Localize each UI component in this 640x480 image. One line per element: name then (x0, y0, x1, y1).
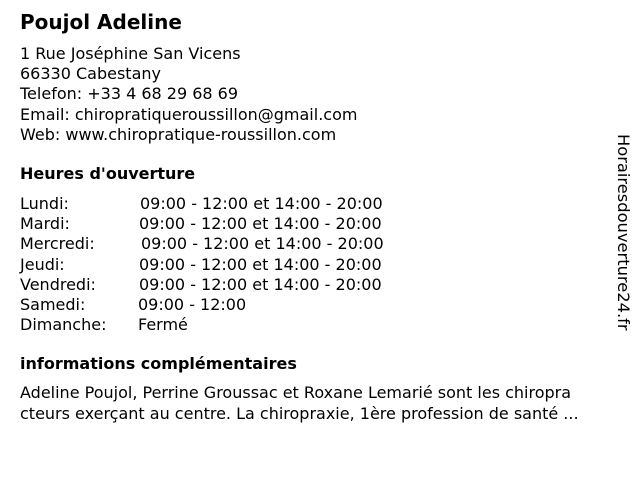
additional-info-heading: informations complémentaires (20, 354, 297, 373)
time-value: Fermé (138, 315, 188, 335)
day-label: Dimanche: (20, 315, 107, 335)
business-name: Poujol Adeline (20, 10, 182, 34)
address-city: 66330 Cabestany (20, 64, 161, 84)
address-street: 1 Rue Joséphine San Vicens (20, 44, 241, 63)
info-line: cteurs exerçant au centre. La chiropraxie, 1ère profession de santé ... (20, 403, 579, 423)
website-url: Web: www.chiropratique-roussillon.com (20, 124, 337, 144)
time-value: 09:00 - 12:00 et 14:00 - 20:00 (139, 274, 382, 294)
time-value: 09:00 - 12:00 et 14:00 - 20:00 (140, 194, 383, 213)
day-label: Vendredi: (20, 274, 96, 294)
time-value: 09:00 - 12:00 et 14:00 - 20:00 (141, 234, 384, 254)
time-value: 09:00 - 12:00 (138, 294, 247, 314)
day-label: Mardi: (20, 214, 70, 234)
additional-info-text (20, 356, 632, 424)
day-label: Lundi: (20, 194, 69, 213)
site-watermark: Horairesdouverture24.fr (614, 134, 633, 331)
day-label: Jeudi: (20, 254, 65, 274)
phone-number: Telefon: +33 4 68 29 68 69 (20, 84, 239, 104)
time-value: 09:00 - 12:00 et 14:00 - 20:00 (139, 214, 382, 234)
email-address: Email: chiropratiqueroussillon@gmail.com (20, 104, 358, 124)
opening-hours-heading: Heures d'ouverture (20, 164, 196, 183)
info-line: Adeline Poujol, Perrine Groussac et Roxane Lemarié sont les chiropra (20, 383, 572, 402)
day-label: Samedi: (20, 294, 86, 314)
time-value: 09:00 - 12:00 et 14:00 - 20:00 (139, 254, 382, 274)
day-label: Mercredi: (20, 234, 95, 254)
contact-block (20, 44, 357, 145)
